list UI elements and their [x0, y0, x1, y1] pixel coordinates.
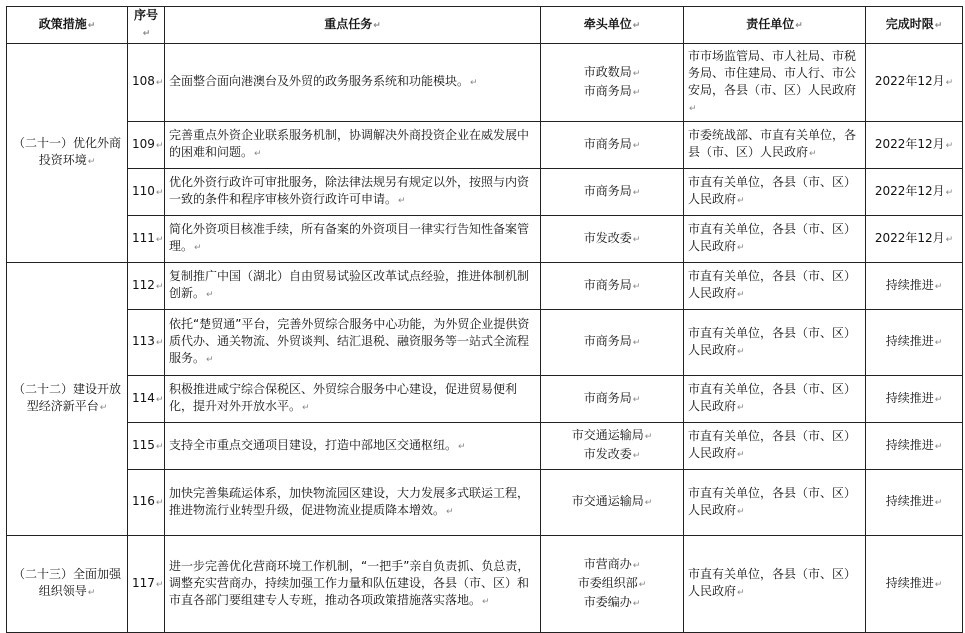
lead-unit-cell: [541, 169, 684, 216]
header-lead: 牵头单位↵: [541, 7, 684, 44]
table-row: [7, 470, 963, 536]
deadline: 持续推进↵: [866, 376, 963, 423]
task-text: 全面整合面向港澳台及外贸的政务服务系统和功能模块。↵: [165, 44, 541, 122]
table-row: [7, 122, 963, 169]
lead-unit: 市委编办↵: [583, 594, 641, 609]
lead-unit: 市商务局↵: [583, 183, 641, 198]
task-text: 复制推广中国（湖北）自由贸易试验区改革试点经验，推进体制机制创新。↵: [165, 263, 541, 310]
header-deadline: 完成时限↵: [866, 7, 963, 44]
deadline: 2022年12月↵: [866, 169, 963, 216]
deadline: 持续推进↵: [866, 310, 963, 376]
task-text: 支持全市重点交通项目建设，打造中部地区交通枢纽。↵: [165, 423, 541, 470]
lead-unit-cell: [541, 310, 684, 376]
lead-unit: 市委组织部↵: [577, 575, 647, 590]
header-row: [7, 7, 963, 44]
deadline: 2022年12月↵: [866, 216, 963, 263]
header-measure: 政策措施↵: [7, 7, 128, 44]
responsible-units: 市委统战部、市直有关单位，各县（市、区）人民政府↵: [684, 122, 866, 169]
lead-unit: 市商务局↵: [583, 390, 641, 405]
header-task: 重点任务↵: [165, 7, 541, 44]
table-row: [7, 216, 963, 263]
task-number: 116↵: [128, 470, 165, 536]
responsible-units: 市直有关单位，各县（市、区）人民政府↵: [684, 169, 866, 216]
table-row: [7, 423, 963, 470]
task-text: 进一步完善优化营商环境工作机制，“一把手”亲自负责抓、负总责，调整充实营商办，持续加强工作力量和队伍建设，各县（市、区）和市直各部门要组建专人专班，推动各项政策措施落实落地。↵: [165, 536, 541, 633]
task-number: 113↵: [128, 310, 165, 376]
deadline: 持续推进↵: [866, 263, 963, 310]
table-row: [7, 44, 963, 122]
responsible-units: 市直有关单位，各县（市、区）人民政府↵: [684, 470, 866, 536]
measure-cell: （二十三）全面加强组织领导↵: [7, 536, 128, 633]
task-text: 简化外资项目核准手续，所有备案的外资项目一律实行告知性备案管理。↵: [165, 216, 541, 263]
deadline: 持续推进↵: [866, 470, 963, 536]
lead-unit: 市商务局↵: [583, 277, 641, 292]
lead-unit: 市政数局↵: [583, 64, 641, 79]
table-body: [7, 44, 963, 633]
table-row: [7, 536, 963, 633]
lead-unit: 市交通运输局↵: [571, 494, 653, 508]
lead-unit: 市交通运输局↵: [571, 428, 653, 442]
table-row: [7, 376, 963, 423]
responsible-units: 市直有关单位，各县（市、区）人民政府↵: [684, 376, 866, 423]
deadline: 持续推进↵: [866, 423, 963, 470]
lead-unit: 市商务局↵: [583, 136, 641, 151]
task-number: 108↵: [128, 44, 165, 122]
task-text: 加快完善集疏运体系，加快物流园区建设，大力发展多式联运工程，推进物流行业转型升级，促进物流业提质降本增效。↵: [165, 470, 541, 536]
lead-unit: 市商务局↵: [583, 334, 641, 348]
task-number: 114↵: [128, 376, 165, 423]
lead-unit-cell: [541, 376, 684, 423]
measure-cell: （二十一）优化外商投资环境↵: [7, 44, 128, 263]
lead-unit: 市商务局↵: [583, 83, 641, 98]
responsible-units: 市直有关单位，各县（市、区）人民政府↵: [684, 216, 866, 263]
responsible-units: 市直有关单位，各县（市、区）人民政府↵: [684, 423, 866, 470]
policy-table: [6, 6, 963, 633]
task-number: 117↵: [128, 536, 165, 633]
lead-unit-cell: [541, 470, 684, 536]
table-row: [7, 169, 963, 216]
task-text: 依托“楚贸通”平台，完善外贸综合服务中心功能，为外贸企业提供资质代办、通关物流、外贸谈判、结汇退税、融资服务等一站式全流程服务。↵: [165, 310, 541, 376]
lead-unit: 市发改委↵: [583, 447, 641, 461]
table-row: [7, 310, 963, 376]
lead-unit-cell: [541, 263, 684, 310]
deadline: 2022年12月↵: [866, 44, 963, 122]
lead-unit-cell: [541, 216, 684, 263]
task-number: 115↵: [128, 423, 165, 470]
lead-unit: 市营商办↵: [583, 556, 641, 571]
responsible-units: 市直有关单位，各县（市、区）人民政府↵: [684, 536, 866, 633]
task-text: 完善重点外资企业联系服务机制，协调解决外商投资企业在威发展中的困难和问题。↵: [165, 122, 541, 169]
lead-unit-cell: [541, 536, 684, 633]
table-row: [7, 263, 963, 310]
task-number: 110↵: [128, 169, 165, 216]
lead-unit-cell: [541, 423, 684, 470]
deadline: 持续推进↵: [866, 536, 963, 633]
task-text: 积极推进咸宁综合保税区、外贸综合服务中心建设，促进贸易便利化，提升对外开放水平。↵: [165, 376, 541, 423]
lead-unit: 市发改委↵: [583, 230, 641, 245]
deadline: 2022年12月↵: [866, 122, 963, 169]
header-resp: 责任单位↵: [684, 7, 866, 44]
lead-unit-cell: [541, 122, 684, 169]
task-number: 109↵: [128, 122, 165, 169]
task-number: 111↵: [128, 216, 165, 263]
task-text: 优化外资行政许可审批服务，除法律法规另有规定以外，按照与内资一致的条件和程序审核外资行政许可申请。↵: [165, 169, 541, 216]
responsible-units: 市市场监管局、市人社局、市税务局、市住建局、市人行、市公安局，各县（市、区）人民政府↵: [684, 44, 866, 122]
measure-cell: （二十二）建设开放型经济新平台↵: [7, 263, 128, 536]
responsible-units: 市直有关单位，各县（市、区）人民政府↵: [684, 263, 866, 310]
header-num: 序号↵: [128, 7, 165, 44]
task-number: 112↵: [128, 263, 165, 310]
lead-unit-cell: [541, 44, 684, 122]
responsible-units: 市直有关单位，各县（市、区）人民政府↵: [684, 310, 866, 376]
